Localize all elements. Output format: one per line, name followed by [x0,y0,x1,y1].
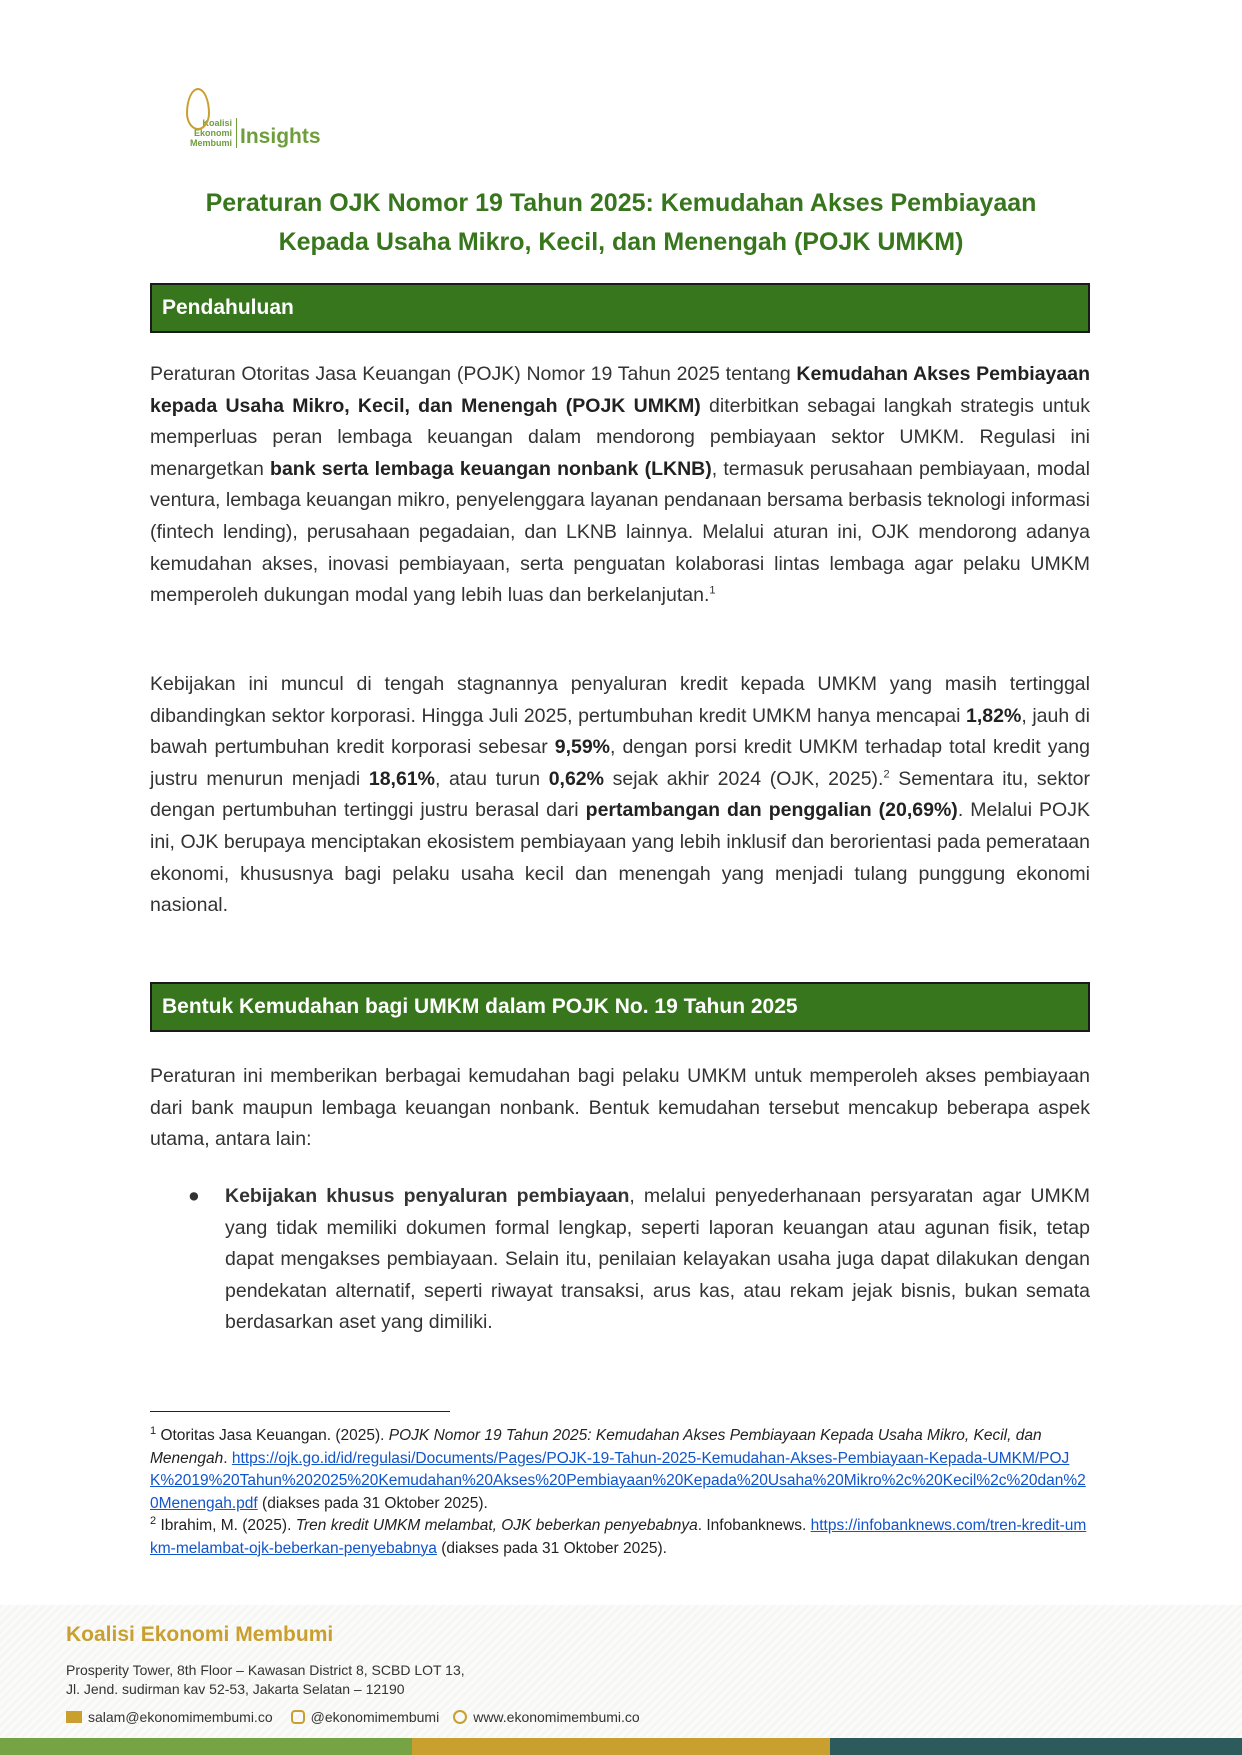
footnote-title: Tren kredit UMKM melambat, OJK beberkan penyebabnya [295,1517,698,1534]
text-run: , atau turun [434,767,549,790]
address-line: Jl. Jend. sudirman kav 52-53, Jakarta Selatan – 12190 [66,1681,405,1697]
document-title [134,184,1108,262]
bar-gold [412,1738,830,1755]
footer-website[interactable]: www.ekonomimembumi.co [473,1709,640,1725]
footnote [150,1425,1090,1515]
leaf-icon [186,88,210,130]
footnote-ref: 1 [709,584,716,597]
bold-text: 9,59% [554,736,611,759]
text-run: , termasuk perusahaan pembiayaan, modal ventura, lembaga keuangan mikro, penyelenggara layanan pendanaan bersama berbasis teknologi informasi (fintech lending), perusahaan pegadaian, dan LKNB lainnya. Melalui aturan ini, OJK mendorong adanya kemudahan akses, inovasi pembiayaan, serta penguatan kolaborasi lintas lembaga agar pelaku UMKM memperoleh dukungan modal yang lebih luas dan berkelanjutan. [150,457,1090,607]
bar-teal [830,1738,1242,1755]
address-line: Prosperity Tower, 8th Floor – Kawasan District 8, SCBD LOT 13, [66,1662,465,1678]
text-run: , dengan porsi kredit UMKM terhadap total kredit yang justru menurun menjadi [150,736,1090,790]
footnote-link[interactable]: https://infobanknews.com/tren-kredit-umkm-melambat-ojk-beberkan-penyebabnya [150,1517,1087,1557]
paragraph [150,1061,1090,1156]
bold-text: 18,61% [368,767,435,790]
footnote-text: . [223,1449,232,1467]
footnote-divider [150,1411,450,1412]
footnote-ref: 2 [883,768,890,781]
instagram-icon [291,1710,305,1724]
logo-line: Koalisi [202,118,233,128]
footnotes [150,1425,1090,1560]
logo-insights: Insights [240,125,321,148]
text-run: Sementara itu, sektor dengan pertumbuhan tertinggi justru berasal dari [150,767,1090,822]
globe-icon [453,1710,467,1724]
footnote-title: POJK Nomor 19 Tahun 2025: Kemudahan Akses Pembiayaan Kepada Usaha Mikro, Kecil, dan Menengah [150,1427,1042,1467]
mail-icon [66,1711,82,1723]
bullet-text [225,1185,1090,1333]
footer-email[interactable]: salam@ekonomimembumi.co [88,1709,273,1725]
footnote-accessed: (diakses pada 31 Oktober 2025). [257,1494,488,1512]
footer [0,1605,1242,1738]
title-line: Kepada Usaha Mikro, Kecil, dan Menengah (POJK UMKM) [278,228,964,256]
bold-text: 1,82% [966,704,1022,727]
title-line: Peraturan OJK Nomor 19 Tahun 2025: Kemudahan Akses Pembiayaan [205,189,1037,217]
logo [186,88,321,148]
footnote-number: 2 [150,1514,157,1527]
footnote [150,1515,1090,1560]
bold-text: Kemudahan Akses Pembiayaan kepada Usaha Mikro, Kecil, dan Menengah (POJK UMKM) [150,363,1090,417]
footnote-number: 1 [150,1424,157,1437]
text-run: Peraturan Otoritas Jasa Keuangan (POJK) Nomor 19 Tahun 2025 tentang [150,363,797,385]
bold-text: bank serta lembaga keuangan nonbank (LKNB) [270,457,712,480]
bold-text: Kebijakan khusus penyaluran pembiayaan [225,1185,630,1207]
footer-instagram[interactable]: @ekonomimembumi [310,1709,440,1725]
paragraph [150,669,1090,922]
footer-address [66,1661,465,1699]
text-run: Kebijakan ini muncul di tengah stagnannya penyaluran kredit kepada UMKM yang masih tertinggal dibandingkan sektor korporasi. Hingga Juli 2025, pertumbuhan kredit UMKM hanya mencapai [150,673,1090,727]
section-heading: Pendahuluan [150,283,1090,333]
footnote-author: Ibrahim, M. (2025). [160,1517,296,1534]
footer-color-bar [0,1738,1242,1755]
footnote-accessed: (diakses pada 31 Oktober 2025). [436,1539,667,1557]
bullet-item [188,1181,1091,1339]
text-run: diterbitkan sebagai langkah strategis untuk memperluas peran lembaga keuangan dalam mendorong pembiayaan sektor UMKM. Regulasi ini menargetkan [150,394,1090,480]
logo-line: Membumi [190,138,233,148]
text-run: , jauh di bawah pertumbuhan kredit korporasi sebesar [150,704,1090,759]
bar-green [0,1738,412,1755]
paragraph [150,359,1090,612]
bold-text: pertambangan dan penggalian (20,69%) [585,799,958,822]
footnote-author: Otoritas Jasa Keuangan. (2025). [160,1427,389,1444]
footnote-link[interactable]: https://ojk.go.id/id/regulasi/Documents/Pages/POJK-19-Tahun-2025-Kemudahan-Akses-Pembiayaan-Kepada-UMKM/POJK%2019%20Tahun%202025%20Kemudahan%20Akses%20Pembiayaan%20Kepada%20Usaha%20Mikro%2c%20Kecil%2c%20dan%20Menengah.pdf [150,1449,1086,1512]
bullet-icon: ● [188,1185,200,1207]
text-run: Peraturan ini memberikan berbagai kemudahan bagi pelaku UMKM untuk memperoleh akses pembiayaan dari bank maupun lembaga keuangan nonbank. Bentuk kemudahan tersebut mencakup beberapa aspek utama, antara lain: [150,1065,1090,1151]
bold-text: 0,62% [548,767,604,790]
text-run: sejak akhir 2024 (OJK, 2025). [604,767,884,790]
text-run: , melalui penyederhanaan persyaratan agar UMKM yang tidak memiliki dokumen formal lengkap, seperti laporan keuangan atau agunan fisik, tetap dapat mengakses pembiayaan. Selain itu, penilaian kelayakan usaha juga dapat dilakukan dengan pendekatan alternatif, seperti riwayat transaksi, arus kas, atau rekam jejak bisnis, bukan semata berdasarkan aset yang dimiliki. [225,1185,1091,1334]
section-heading: Bentuk Kemudahan bagi UMKM dalam POJK No. 19 Tahun 2025 [150,982,1090,1032]
logo-line: Ekonomi [194,128,233,138]
footer-org-name: Koalisi Ekonomi Membumi [66,1623,334,1646]
text-run: . Melalui POJK ini, OJK berupaya menciptakan ekosistem pembiayaan yang lebih inklusif dan berorientasi pada pemerataan ekonomi, khususnya bagi pelaku usaha kecil dan menengah yang menjadi tulang punggung ekonomi nasional. [150,799,1090,917]
footer-contacts [66,1709,640,1725]
footnote-text: . Infobanknews. [697,1517,811,1534]
